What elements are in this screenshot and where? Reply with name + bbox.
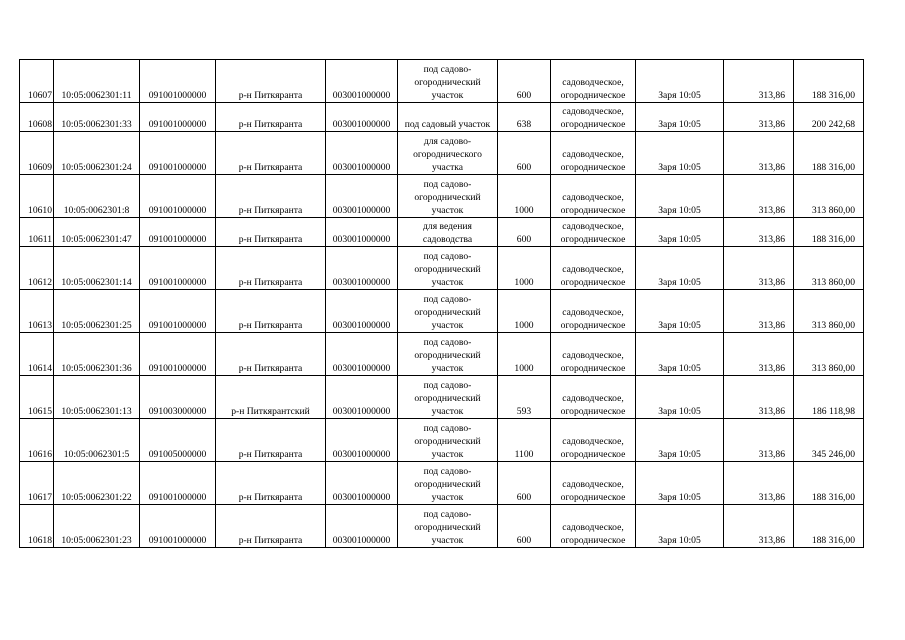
- okato-cell: 091001000000: [140, 60, 216, 103]
- cadastral-number-cell: 10:05:0062301:22: [54, 462, 140, 505]
- cadastral-number-cell: 10:05:0062301:5: [54, 419, 140, 462]
- district-cell: р-н Питкяранта: [216, 333, 326, 376]
- table-row: [20, 376, 864, 419]
- cadastral-value-cell: 313 860,00: [794, 333, 864, 376]
- okato-cell: 091001000000: [140, 132, 216, 175]
- permitted-use-cell: под садово-огороднический участок: [398, 175, 498, 218]
- area-cell: 600: [498, 218, 551, 247]
- address-cell: Заря 10:05: [636, 175, 724, 218]
- cadastral-value-cell: 200 242,68: [794, 103, 864, 132]
- row-number-cell: 10616: [20, 419, 54, 462]
- district-cell: р-н Питкяранта: [216, 218, 326, 247]
- address-cell: Заря 10:05: [636, 333, 724, 376]
- area-cell: 600: [498, 462, 551, 505]
- okato-cell: 091001000000: [140, 175, 216, 218]
- category-code-cell: 003001000000: [326, 505, 398, 548]
- table-row: [20, 175, 864, 218]
- permitted-use-cell: под садово-огороднический участок: [398, 419, 498, 462]
- row-number-cell: 10610: [20, 175, 54, 218]
- okato-cell: 091001000000: [140, 218, 216, 247]
- okato-cell: 091001000000: [140, 103, 216, 132]
- specific-value-cell: 313,86: [724, 376, 794, 419]
- row-number-cell: 10613: [20, 290, 54, 333]
- address-cell: Заря 10:05: [636, 247, 724, 290]
- address-cell: Заря 10:05: [636, 60, 724, 103]
- permitted-use-cell: под садовый участок: [398, 103, 498, 132]
- area-cell: 600: [498, 60, 551, 103]
- category-code-cell: 003001000000: [326, 290, 398, 333]
- land-category-cell: садоводческое, огородническое: [551, 132, 636, 175]
- row-number-cell: 10608: [20, 103, 54, 132]
- address-cell: Заря 10:05: [636, 505, 724, 548]
- cadastral-number-cell: 10:05:0062301:24: [54, 132, 140, 175]
- okato-cell: 091005000000: [140, 419, 216, 462]
- okato-cell: 091003000000: [140, 376, 216, 419]
- address-cell: Заря 10:05: [636, 376, 724, 419]
- category-code-cell: 003001000000: [326, 132, 398, 175]
- land-category-cell: садоводческое, огородническое: [551, 60, 636, 103]
- category-code-cell: 003001000000: [326, 103, 398, 132]
- row-number-cell: 10617: [20, 462, 54, 505]
- land-category-cell: садоводческое, огородническое: [551, 333, 636, 376]
- area-cell: 593: [498, 376, 551, 419]
- permitted-use-cell: под садово-огороднический участок: [398, 290, 498, 333]
- row-number-cell: 10615: [20, 376, 54, 419]
- permitted-use-cell: под садово-огороднический участок: [398, 333, 498, 376]
- okato-cell: 091001000000: [140, 462, 216, 505]
- land-category-cell: садоводческое, огородническое: [551, 462, 636, 505]
- table-row: [20, 247, 864, 290]
- category-code-cell: 003001000000: [326, 333, 398, 376]
- area-cell: 638: [498, 103, 551, 132]
- address-cell: Заря 10:05: [636, 419, 724, 462]
- district-cell: р-н Питкяранта: [216, 247, 326, 290]
- district-cell: р-н Питкярантский: [216, 376, 326, 419]
- category-code-cell: 003001000000: [326, 419, 398, 462]
- area-cell: 1000: [498, 247, 551, 290]
- category-code-cell: 003001000000: [326, 218, 398, 247]
- specific-value-cell: 313,86: [724, 419, 794, 462]
- cadastral-number-cell: 10:05:0062301:23: [54, 505, 140, 548]
- category-code-cell: 003001000000: [326, 175, 398, 218]
- okato-cell: 091001000000: [140, 505, 216, 548]
- land-category-cell: садоводческое, огородническое: [551, 103, 636, 132]
- cadastral-value-cell: 313 860,00: [794, 247, 864, 290]
- address-cell: Заря 10:05: [636, 103, 724, 132]
- cadastral-number-cell: 10:05:0062301:13: [54, 376, 140, 419]
- district-cell: р-н Питкяранта: [216, 290, 326, 333]
- cadastral-value-cell: 188 316,00: [794, 505, 864, 548]
- land-category-cell: садоводческое, огородническое: [551, 419, 636, 462]
- category-code-cell: 003001000000: [326, 376, 398, 419]
- cadastral-value-cell: 186 118,98: [794, 376, 864, 419]
- specific-value-cell: 313,86: [724, 103, 794, 132]
- area-cell: 1100: [498, 419, 551, 462]
- permitted-use-cell: под садово-огороднический участок: [398, 247, 498, 290]
- cadastral-number-cell: 10:05:0062301:36: [54, 333, 140, 376]
- address-cell: Заря 10:05: [636, 290, 724, 333]
- table-row: [20, 333, 864, 376]
- land-category-cell: садоводческое, огородническое: [551, 247, 636, 290]
- category-code-cell: 003001000000: [326, 462, 398, 505]
- land-category-cell: садоводческое, огородническое: [551, 290, 636, 333]
- cadastral-value-cell: 345 246,00: [794, 419, 864, 462]
- row-number-cell: 10612: [20, 247, 54, 290]
- specific-value-cell: 313,86: [724, 462, 794, 505]
- table-row: [20, 60, 864, 103]
- specific-value-cell: 313,86: [724, 132, 794, 175]
- specific-value-cell: 313,86: [724, 290, 794, 333]
- district-cell: р-н Питкяранта: [216, 60, 326, 103]
- table-row: [20, 505, 864, 548]
- land-category-cell: садоводческое, огородническое: [551, 376, 636, 419]
- land-registry-table: [19, 59, 864, 548]
- okato-cell: 091001000000: [140, 290, 216, 333]
- permitted-use-cell: под садово-огороднический участок: [398, 60, 498, 103]
- cadastral-value-cell: 188 316,00: [794, 132, 864, 175]
- row-number-cell: 10611: [20, 218, 54, 247]
- specific-value-cell: 313,86: [724, 247, 794, 290]
- row-number-cell: 10609: [20, 132, 54, 175]
- district-cell: р-н Питкяранта: [216, 103, 326, 132]
- category-code-cell: 003001000000: [326, 247, 398, 290]
- permitted-use-cell: для ведения садоводства: [398, 218, 498, 247]
- cadastral-value-cell: 188 316,00: [794, 60, 864, 103]
- table-row: [20, 419, 864, 462]
- table-body: [20, 60, 864, 548]
- cadastral-value-cell: 188 316,00: [794, 462, 864, 505]
- district-cell: р-н Питкяранта: [216, 462, 326, 505]
- district-cell: р-н Питкяранта: [216, 132, 326, 175]
- area-cell: 1000: [498, 333, 551, 376]
- permitted-use-cell: для садово-огороднического участка: [398, 132, 498, 175]
- specific-value-cell: 313,86: [724, 505, 794, 548]
- table-row: [20, 218, 864, 247]
- district-cell: р-н Питкяранта: [216, 175, 326, 218]
- land-category-cell: садоводческое, огородническое: [551, 218, 636, 247]
- permitted-use-cell: под садово-огороднический участок: [398, 462, 498, 505]
- table-row: [20, 132, 864, 175]
- land-category-cell: садоводческое, огородническое: [551, 505, 636, 548]
- district-cell: р-н Питкяранта: [216, 419, 326, 462]
- specific-value-cell: 313,86: [724, 60, 794, 103]
- cadastral-number-cell: 10:05:0062301:14: [54, 247, 140, 290]
- table-row: [20, 462, 864, 505]
- permitted-use-cell: под садово-огороднический участок: [398, 376, 498, 419]
- okato-cell: 091001000000: [140, 247, 216, 290]
- area-cell: 600: [498, 132, 551, 175]
- cadastral-number-cell: 10:05:0062301:25: [54, 290, 140, 333]
- cadastral-number-cell: 10:05:0062301:8: [54, 175, 140, 218]
- address-cell: Заря 10:05: [636, 462, 724, 505]
- specific-value-cell: 313,86: [724, 175, 794, 218]
- cadastral-number-cell: 10:05:0062301:11: [54, 60, 140, 103]
- land-category-cell: садоводческое, огородническое: [551, 175, 636, 218]
- cadastral-number-cell: 10:05:0062301:47: [54, 218, 140, 247]
- address-cell: Заря 10:05: [636, 218, 724, 247]
- cadastral-number-cell: 10:05:0062301:33: [54, 103, 140, 132]
- permitted-use-cell: под садово-огороднический участок: [398, 505, 498, 548]
- cadastral-value-cell: 313 860,00: [794, 290, 864, 333]
- row-number-cell: 10618: [20, 505, 54, 548]
- area-cell: 600: [498, 505, 551, 548]
- row-number-cell: 10614: [20, 333, 54, 376]
- cadastral-value-cell: 188 316,00: [794, 218, 864, 247]
- category-code-cell: 003001000000: [326, 60, 398, 103]
- area-cell: 1000: [498, 175, 551, 218]
- okato-cell: 091001000000: [140, 333, 216, 376]
- row-number-cell: 10607: [20, 60, 54, 103]
- address-cell: Заря 10:05: [636, 132, 724, 175]
- table-row: [20, 290, 864, 333]
- district-cell: р-н Питкяранта: [216, 505, 326, 548]
- area-cell: 1000: [498, 290, 551, 333]
- table-row: [20, 103, 864, 132]
- cadastral-value-cell: 313 860,00: [794, 175, 864, 218]
- specific-value-cell: 313,86: [724, 333, 794, 376]
- specific-value-cell: 313,86: [724, 218, 794, 247]
